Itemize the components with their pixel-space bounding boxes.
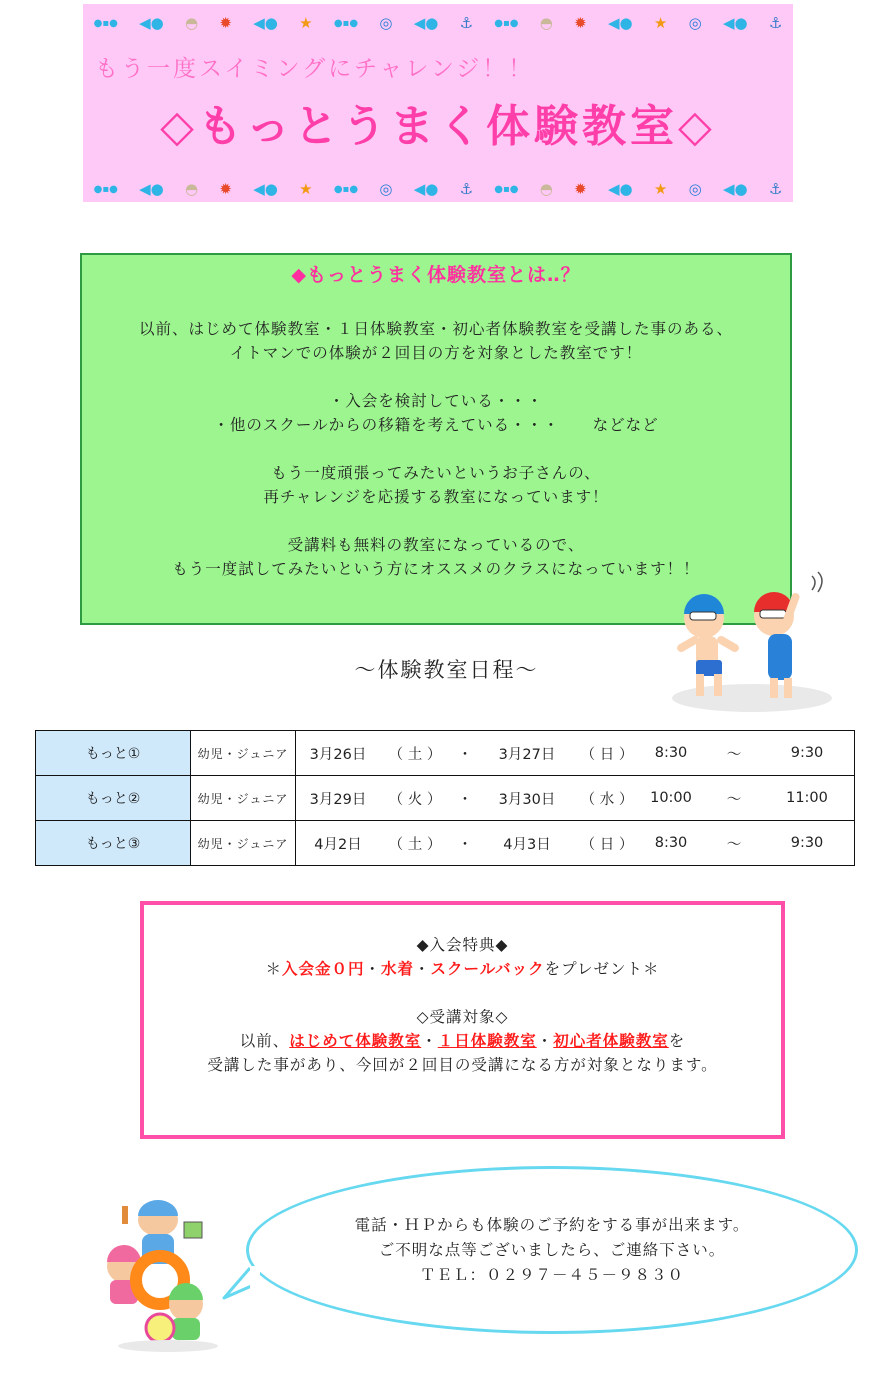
target-line-2: 受講した事があり、今回が２回目の受講になる方が対象となります。 — [207, 1056, 718, 1074]
swimmer-kids-illustration — [662, 568, 842, 716]
starfish-icon: ★ — [299, 180, 313, 198]
dots-icon: ●▪● — [333, 17, 359, 29]
target-prefix: 以前、 — [239, 1032, 290, 1050]
day-second: （ 日 ） — [580, 836, 634, 853]
crab-icon: ✹ — [574, 14, 587, 32]
fish-icon: ◀● — [253, 14, 278, 32]
schedule-dates — [296, 821, 855, 866]
fish-icon: ◀● — [413, 14, 439, 32]
dots-icon: ●▪● — [93, 183, 118, 195]
schedule-table — [35, 730, 855, 866]
lifebuoy-icon: ◎ — [379, 14, 393, 32]
target-age: 幼児・ジュニア — [191, 731, 296, 776]
date-separator: ・ — [457, 836, 473, 853]
benefit-dot: ・ — [414, 960, 431, 978]
end-time: 9:30 — [790, 745, 824, 761]
date-separator: ・ — [457, 746, 473, 763]
date-second: 3月30日 — [498, 791, 556, 808]
banner-title: ◇もっとうまく体験教室◇ — [160, 101, 716, 152]
schedule-title: ～体験教室日程～ — [354, 658, 539, 682]
date-first: 3月26日 — [309, 746, 367, 763]
benefit-box — [140, 901, 785, 1139]
start-time: 8:30 — [654, 835, 688, 851]
class-name: もっと① — [36, 731, 191, 776]
date-second: 3月27日 — [498, 746, 556, 763]
info-line: 受講料も無料の教室になっているので、 — [287, 536, 585, 554]
fish-icon: ◀● — [722, 14, 748, 32]
info-line: 再チャレンジを応援する教室になっています！ — [263, 488, 609, 506]
fish-icon: ◀● — [608, 180, 633, 198]
contact-line-1: 電話・ＨＰからも体験のご予約をする事が出来ます。 — [354, 1216, 750, 1234]
table-row — [36, 731, 855, 776]
kids-with-float-illustration — [98, 1184, 238, 1354]
crab-icon: ✹ — [219, 14, 232, 32]
end-time: 9:30 — [790, 835, 824, 851]
benefit-prefix: ＊ — [265, 960, 282, 978]
table-row — [36, 821, 855, 866]
benefit-item-bag: スクールバック — [430, 960, 545, 978]
contact-phone: ＴＥＬ：０２９７－４５－９８３０ — [419, 1266, 684, 1284]
benefit-dot: ・ — [364, 960, 381, 978]
fish-icon: ◀● — [608, 14, 633, 32]
lifebuoy-icon: ◎ — [379, 180, 393, 198]
info-line: 以前、はじめて体験教室・１日体験教室・初心者体験教室を受講した事のある、 — [138, 320, 733, 338]
dots-icon: ●▪● — [494, 17, 519, 29]
start-time: 10:00 — [650, 790, 692, 806]
end-time: 11:00 — [786, 790, 828, 806]
day-second: （ 水 ） — [580, 791, 634, 808]
benefit-line — [144, 957, 781, 981]
time-tilde: ～ — [726, 791, 742, 808]
table-row — [36, 776, 855, 821]
info-line: もう一度頑張ってみたいというお子さんの、 — [271, 464, 601, 482]
dots-icon: ●▪● — [494, 183, 519, 195]
anchor-icon: ⚓ — [459, 14, 474, 32]
date-separator: ・ — [457, 791, 473, 808]
class-name: もっと② — [36, 776, 191, 821]
dots-icon: ●▪● — [333, 183, 359, 195]
day-first: （ 土 ） — [388, 746, 442, 763]
benefit-suffix: をプレゼント＊ — [544, 960, 660, 978]
starfish-icon: ★ — [653, 14, 668, 32]
benefit-item-fee: 入会金０円 — [281, 960, 365, 978]
info-heading: ◆もっとうまく体験教室とは‥？ — [291, 264, 581, 286]
contact-text — [246, 1213, 858, 1288]
benefit-heading: ◆入会特典◆ — [416, 936, 509, 954]
shell-icon: ◓ — [539, 14, 553, 32]
crab-icon: ✹ — [219, 180, 232, 198]
target-dot: ・ — [421, 1032, 438, 1050]
shell-icon: ◓ — [185, 180, 199, 198]
lifebuoy-icon: ◎ — [688, 14, 702, 32]
target-suffix: を — [668, 1032, 686, 1050]
time-tilde: ～ — [726, 746, 742, 763]
info-line: ・入会を検討している・・・ — [328, 392, 544, 410]
starfish-icon: ★ — [299, 14, 313, 32]
schedule-dates — [296, 731, 855, 776]
fish-icon: ◀● — [139, 14, 164, 32]
banner-decoration-top — [83, 10, 793, 36]
banner-subtitle: もう一度スイミングにチャレンジ！！ — [95, 56, 535, 82]
starfish-icon: ★ — [653, 180, 668, 198]
target-heading: ◇受講対象◇ — [416, 1008, 509, 1026]
target-age: 幼児・ジュニア — [191, 821, 296, 866]
benefit-item-swimsuit: 水着 — [381, 960, 415, 978]
fish-icon: ◀● — [413, 180, 439, 198]
target-line — [144, 1029, 781, 1053]
day-first: （ 火 ） — [388, 791, 442, 808]
day-second: （ 日 ） — [580, 746, 634, 763]
start-time: 8:30 — [654, 745, 688, 761]
target-dot: ・ — [536, 1032, 554, 1050]
dots-icon: ●▪● — [93, 17, 118, 29]
header-banner — [83, 4, 793, 202]
time-tilde: ～ — [726, 836, 742, 853]
lifebuoy-icon: ◎ — [688, 180, 702, 198]
banner-decoration-bottom — [83, 176, 793, 202]
class-name: もっと③ — [36, 821, 191, 866]
info-line: ・他のスクールからの移籍を考えている・・・ などなど — [213, 416, 659, 434]
target-age: 幼児・ジュニア — [191, 776, 296, 821]
crab-icon: ✹ — [574, 180, 587, 198]
info-line: イトマンでの体験が２回目の方を対象とした教室です！ — [229, 344, 643, 362]
fish-icon: ◀● — [722, 180, 748, 198]
date-first: 3月29日 — [309, 791, 367, 808]
shell-icon: ◓ — [539, 180, 553, 198]
anchor-icon: ⚓ — [768, 180, 783, 198]
date-second: 4月3日 — [503, 836, 551, 853]
anchor-icon: ⚓ — [768, 14, 783, 32]
contact-line-2: ご不明な点等ございましたら、ご連絡下さい。 — [378, 1241, 726, 1259]
course-one-day-trial: １日体験教室 — [437, 1032, 537, 1050]
date-first: 4月2日 — [314, 836, 362, 853]
course-beginner-trial: 初心者体験教室 — [553, 1032, 669, 1050]
schedule-dates — [296, 776, 855, 821]
day-first: （ 土 ） — [388, 836, 442, 853]
fish-icon: ◀● — [139, 180, 164, 198]
shell-icon: ◓ — [185, 14, 199, 32]
anchor-icon: ⚓ — [459, 180, 474, 198]
fish-icon: ◀● — [253, 180, 278, 198]
info-line: もう一度試してみたいという方にオススメのクラスになっています！！ — [172, 560, 700, 578]
course-first-trial: はじめて体験教室 — [289, 1032, 422, 1050]
